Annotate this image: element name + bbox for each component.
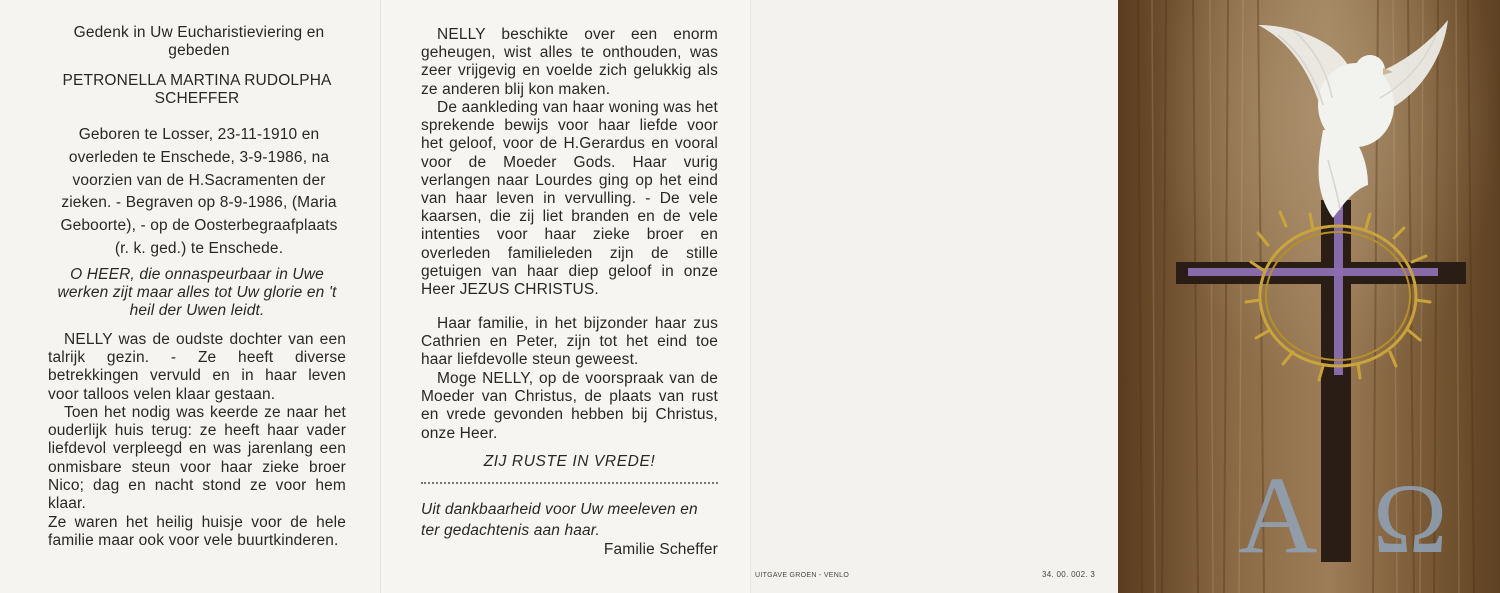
intro-text: Gedenk in Uw Eucharistieviering en gebeden [73,24,325,60]
left-page [0,0,380,593]
middle-paragraph-3: Haar familie, in het bijzonder haar zus Cathrien en Peter, zijn tot het eind toe haar liefdevolle steun geweest. [421,315,718,369]
name-line-2: SCHEFFER [154,90,240,108]
middle-paragraph-4: Moge NELLY, op de voorspraak van de Moeder van Christus, de plaats van rust en vrede gevonden hebben bij Christus, onze Heer. [421,370,718,442]
religious-artwork [1118,0,1500,593]
rest-in-peace: ZIJ RUSTE IN VREDE! [483,453,656,470]
biography-dates: Geboren te Losser, 23-11-1910 en overleden te Enschede, 3-9-1986, na voorzien van de H.Sacramenten der zieken. - Begraven op 8-9-1986, (Maria Geboorte), - op de Oosterbegraafplaats (r. k. ged.) te Enschede. [60,126,338,257]
middle-paragraph-1: NELLY beschikte over een enorm geheugen, wist alles te onthouden, was zeer vrijgevig en voelde zich gelukkig als ze anderen blij kon maken. [421,26,718,98]
print-code: 34. 00. 002. 3 [1042,570,1096,579]
alpha-letter: A [1238,454,1318,576]
deceased-name [48,72,346,108]
paragraph-3: Ze waren het heilig huisje voor de hele familie maar ook voor vele buurtkinderen. [48,514,346,550]
middle-paragraph-2: De aankleding van haar woning was het sprekende bewijs voor haar liefde voor het geloof, voor de H.Gerardus en vooral voor de Moeder Gods. Haar vurig verlangen naar Lourdes ging op het eind van haar leven in vervulling. - De vele kaarsen, die zij liet branden en de vele intenties voor haar zieke broer en overleden familieleden zijn de stille getuigen van haar diep geloof in onze Heer JEZUS CHRISTUS. [421,99,718,299]
family-signature: Familie Scheffer [603,541,718,558]
paragraph-1: NELLY was de oudste dochter van een talrijk gezin. - Ze heeft diverse betrekkingen vervuld en in haar leven voor talloos velen klaar gestaan. [48,331,346,403]
omega-letter: Ω [1373,463,1448,574]
dotted-divider [421,482,718,484]
artwork-page [1118,0,1500,593]
thanks-text: Uit dankbaarheid voor Uw meeleven en ter gedachtenis aan haar. [421,501,698,539]
publisher-imprint: UITGAVE GROEN - VENLO [755,572,850,579]
blank-page [750,0,1118,593]
name-line-1: PETRONELLA MARTINA RUDOLPHA [62,72,332,89]
prayer-text: O HEER, die onnaspeurbaar in Uwe werken zijt maar alles tot Uw glorie en 't heil der Uwen leidt. [57,266,337,320]
paragraph-2: Toen het nodig was keerde ze naar het ouderlijk huis terug: ze heeft haar vader liefdevol verpleegd en was jarenlang een onmisbare steun voor haar zieke broer Nico; dag en nacht stond ze voor hem klaar. [48,404,346,513]
